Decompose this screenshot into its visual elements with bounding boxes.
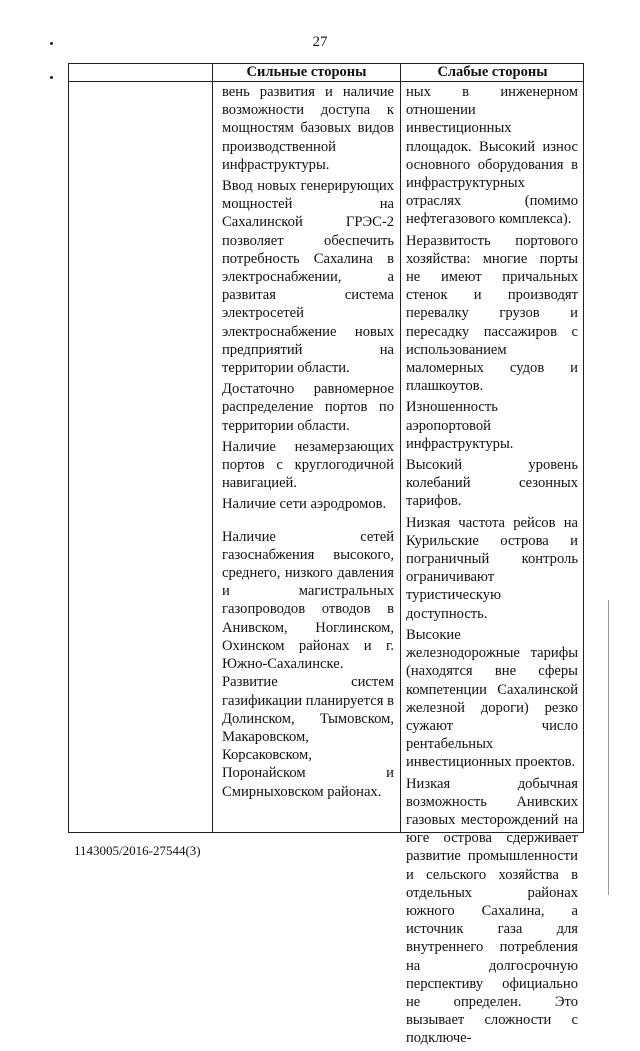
header-strengths: Сильные стороны — [246, 64, 367, 80]
page-number: 27 — [312, 34, 328, 50]
column-divider — [400, 64, 401, 832]
strength-item: Наличие незамерзающих портов с круглогодичной навигацией. — [222, 438, 394, 492]
scan-edge-line — [608, 600, 609, 895]
margin-dot — [50, 42, 53, 45]
weakness-item: Неразвитость портового хозяйства: многие порты не имеют причальных стенок и производят перевалку грузов и пересадку пассажиров с использованием маломерных судов и плашкоутов. — [406, 232, 578, 395]
strength-item: Ввод новых генерирующих мощностей на Сахалинской ГРЭС-2 позволяет обеспечить потребность Сахалина в электроснабжении, а развитая система электросетей электроснабжение новых предприятий на территории области. — [222, 178, 394, 377]
strength-item: Наличие сетей газоснабжения высокого, среднего, низкого давления и магистральных газопроводов отводов в Анивском, Ноглинском, Охинском районах и г. Южно-Сахалинске. Развитие систем газификации планируется в Долинском, Тымовском, Макаровском, Корсаковском, Поронайском и Смирныховском районах. — [222, 528, 394, 800]
strength-item: Достаточно равномерное распределение портов по территории области. — [222, 381, 394, 434]
weakness-item: Низкая добычная возможность Анивских газовых месторождений на юге острова сдерживает развитие промышленности и сельского хозяйства в отдельных районах южного Сахалина, а источник газа для внутреннего потребления на долгосрочную перспективу официально не определен. Это вызывает сложности с подключе- — [406, 775, 578, 1047]
margin-dot — [50, 76, 53, 79]
weakness-item: ных в инженерном отношении инвестиционных площадок. Высокий износ основного оборудования в инфраструктурных отраслях (помимо нефтегазового комплекса). — [406, 84, 578, 228]
strength-item: вень развития и наличие возможности доступа к мощностям базовых видов производственной инфраструктуры. — [222, 84, 394, 173]
header-weaknesses: Слабые стороны — [437, 64, 548, 80]
weakness-item: Высокий уровень колебаний сезонных тарифов. — [406, 457, 578, 510]
document-code: 1143005/2016-27544(3) — [74, 843, 201, 858]
weakness-item: Высокие железнодорожные тарифы (находятся вне сферы компетенции Сахалинской железной дороги) резко сужают число рентабельных инвестиционных проектов. — [406, 626, 578, 771]
strengths-column — [222, 83, 394, 804]
weaknesses-column — [406, 83, 578, 1051]
strength-item: Наличие сети аэродромов. — [222, 496, 387, 513]
weakness-item: Изношенность аэропортовой инфраструктуры. — [406, 399, 514, 452]
table-header-row — [69, 64, 583, 82]
weakness-item: Низкая частота рейсов на Курильские острова и пограничный контроль ограничивают туристическую доступность. — [406, 514, 578, 622]
column-divider — [212, 64, 213, 832]
